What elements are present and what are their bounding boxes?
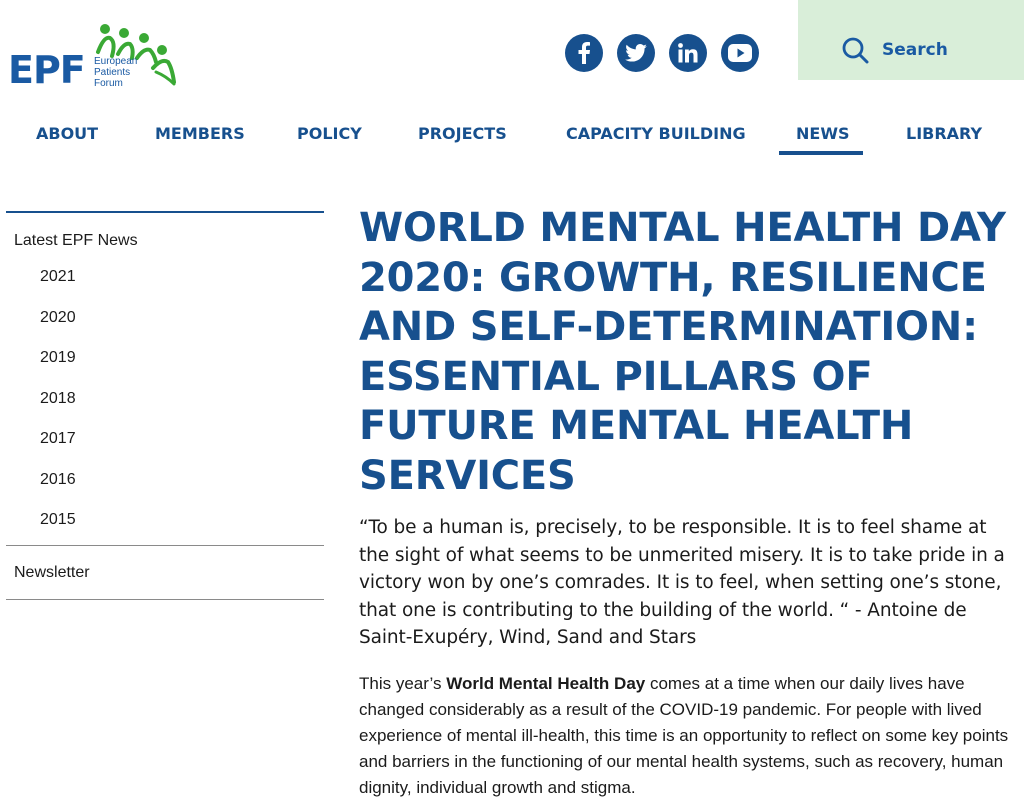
logo-sub-line: European — [94, 56, 138, 67]
sidebar-divider — [6, 599, 324, 600]
sidebar-item-latest-news[interactable]: Latest EPF News — [14, 232, 138, 249]
logo-subtitle — [94, 56, 154, 89]
logo-sub-line: Patients — [94, 67, 131, 78]
article-title: WORLD MENTAL HEALTH DAY 2020: GROWTH, RESILIENCE AND SELF-DETERMINATION: ESSENTIAL PILLARS OF FUTURE MENTAL HEALTH SERVICES — [359, 205, 1006, 499]
sidebar-year-2020[interactable]: 2020 — [40, 308, 76, 326]
youtube-icon — [728, 44, 752, 62]
sidebar-year-2017[interactable]: 2017 — [40, 430, 76, 447]
youtube-link[interactable] — [721, 34, 759, 72]
facebook-icon — [575, 42, 593, 64]
facebook-link[interactable] — [565, 34, 603, 72]
epf-logo[interactable] — [6, 12, 176, 92]
sidebar-item-newsletter[interactable]: Newsletter — [14, 563, 90, 581]
nav-policy[interactable]: POLICY — [297, 124, 362, 143]
nav-projects[interactable]: PROJECTS — [418, 124, 507, 143]
nav-news[interactable]: NEWS — [796, 124, 850, 143]
intro-rest: comes at a time when our daily lives have changed considerably as a result of the COVID-19 pandemic. For people with lived experience of mental ill-health, this time is an opportunity to reflect on some key points and barriers in the functioning of our mental health systems, such as recovery, human dignity, individual growth and stigma. — [359, 674, 1009, 797]
sidebar-year-2015[interactable]: 2015 — [40, 511, 76, 528]
nav-capacity-building[interactable]: CAPACITY BUILDING — [566, 124, 746, 143]
main-nav — [0, 124, 1024, 154]
active-nav-indicator — [779, 151, 863, 155]
linkedin-icon — [678, 43, 698, 63]
twitter-link[interactable] — [617, 34, 655, 72]
article-quote: “To be a human is, precisely, to be responsible. It is to feel shame at the sight of what seems to be unmerited misery. It is to take pride in a victory won by one’s comrades. It is to feel, when setting one’s stone, that one is contributing to the building of the world. “ - Antoine de Saint-Exupéry, Wind, Sand and Stars — [359, 517, 1005, 648]
sidebar-year-2018[interactable]: 2018 — [40, 389, 76, 407]
intro-lead: This year’s — [359, 674, 447, 693]
nav-library[interactable]: LIBRARY — [906, 124, 983, 143]
search-icon — [842, 37, 869, 64]
sidebar-year-2021[interactable]: 2021 — [40, 268, 76, 285]
search-button[interactable] — [798, 0, 1024, 80]
search-label: Search — [882, 40, 948, 60]
nav-members[interactable]: MEMBERS — [155, 124, 245, 143]
logo-sub-line: Forum — [94, 78, 123, 89]
logo-wordmark: EPF — [8, 48, 85, 92]
nav-about[interactable]: ABOUT — [36, 124, 99, 143]
linkedin-link[interactable] — [669, 34, 707, 72]
intro-bold-link: World Mental Health Day — [446, 674, 646, 693]
twitter-icon — [625, 44, 647, 62]
sidebar — [6, 211, 324, 600]
sidebar-year-2019[interactable]: 2019 — [40, 349, 76, 366]
sidebar-year-2016[interactable]: 2016 — [40, 470, 76, 488]
article-intro-paragraph — [359, 671, 1023, 801]
